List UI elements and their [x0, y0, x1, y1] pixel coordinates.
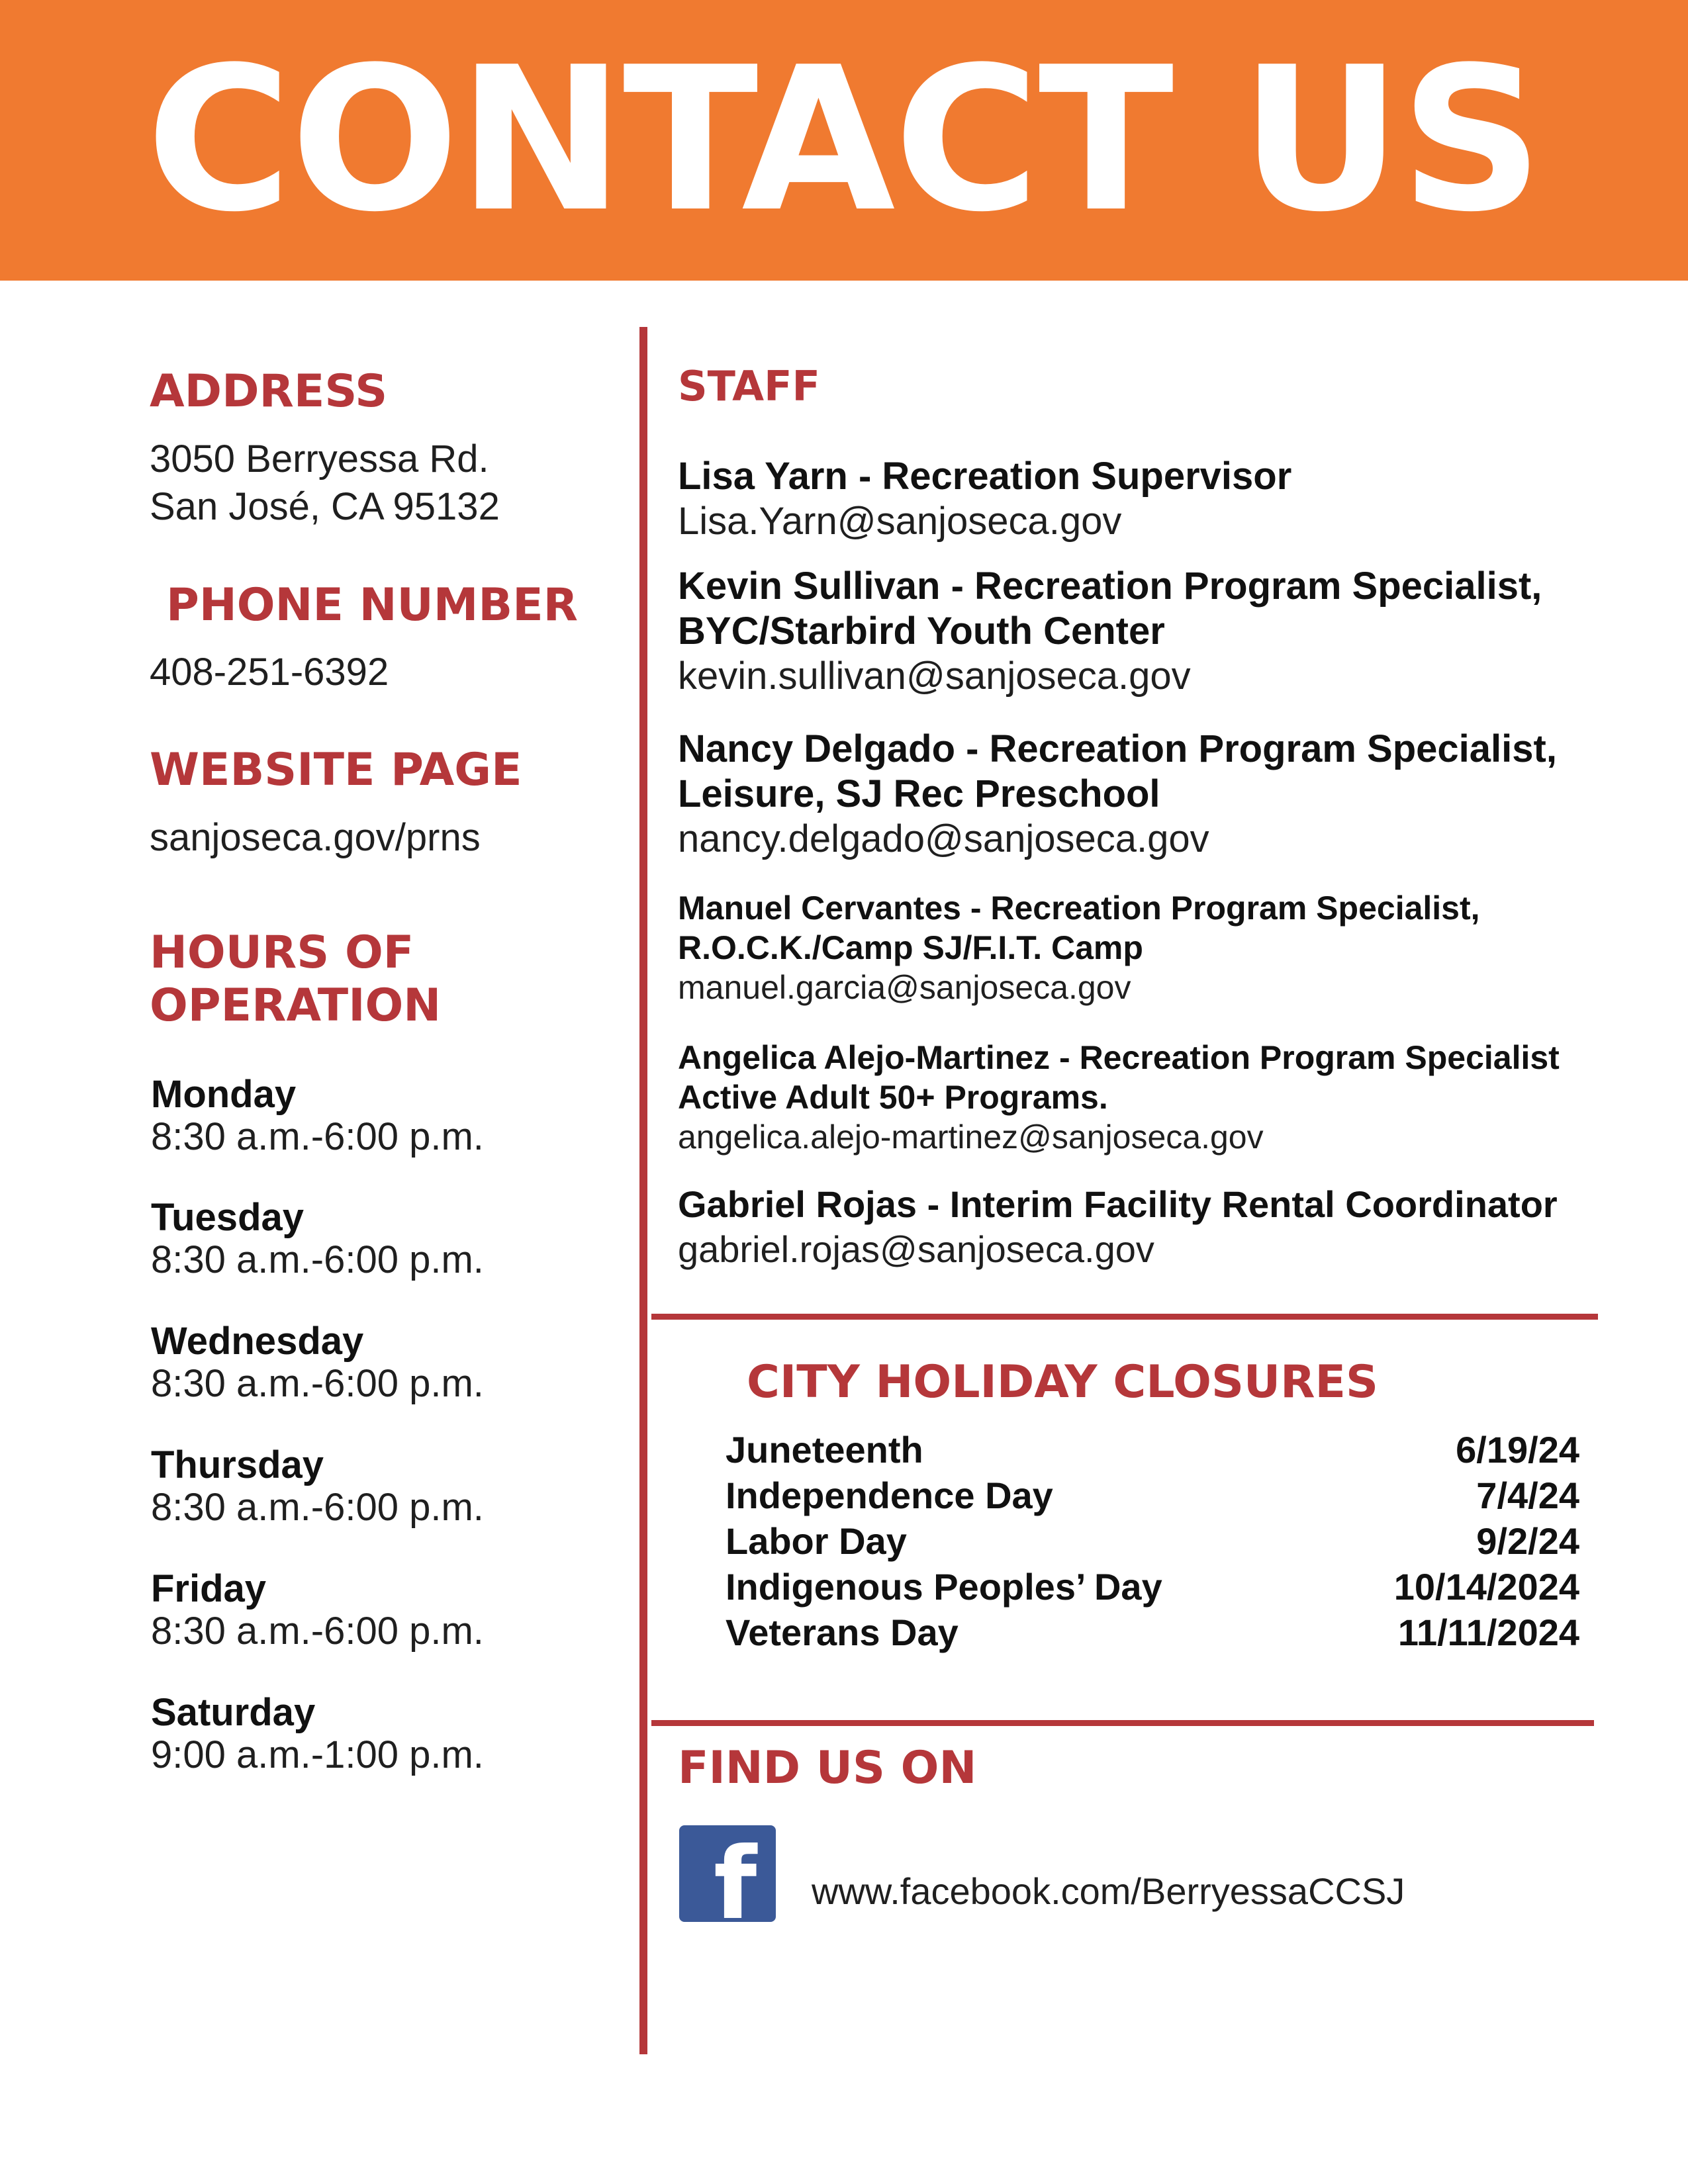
- holiday-name: Indigenous Peoples’ Day: [726, 1566, 1162, 1608]
- staff-email[interactable]: nancy.delgado@sanjoseca.gov: [678, 817, 1209, 860]
- staff-email[interactable]: gabriel.rojas@sanjoseca.gov: [678, 1228, 1154, 1270]
- holiday-name: Independence Day: [726, 1475, 1053, 1516]
- hours-tuesday: [151, 1197, 484, 1281]
- staff-department: Leisure, SJ Rec Preschool: [678, 772, 1160, 815]
- holidays-heading: CITY HOLIDAY CLOSURES: [747, 1356, 1378, 1408]
- holiday-date: 11/11/2024: [1397, 1612, 1579, 1653]
- day-name: Thursday: [151, 1443, 324, 1486]
- hours-monday: [151, 1073, 484, 1158]
- address-line-1: 3050 Berryessa Rd.: [150, 437, 489, 480]
- day-hours: 8:30 a.m.-6:00 p.m.: [151, 1115, 484, 1158]
- staff-member: [678, 888, 1480, 1007]
- horizontal-divider-social: [651, 1720, 1594, 1726]
- phone-heading: PHONE NUMBER: [166, 579, 579, 631]
- facebook-link[interactable]: www.facebook.com/BerryessaCCSJ: [812, 1870, 1405, 1912]
- day-hours: 8:30 a.m.-6:00 p.m.: [151, 1486, 484, 1529]
- holiday-row: [726, 1610, 1579, 1655]
- holiday-name: Veterans Day: [726, 1612, 959, 1653]
- staff-department: R.O.C.K./Camp SJ/F.I.T. Camp: [678, 929, 1143, 966]
- holiday-name: Juneteenth: [726, 1429, 923, 1471]
- holiday-date: 6/19/24: [1456, 1429, 1579, 1471]
- staff-name-title: Manuel Cervantes - Recreation Program Specialist,: [678, 889, 1480, 927]
- holiday-row: [726, 1473, 1579, 1518]
- hours-thursday: [151, 1444, 484, 1529]
- holiday-date: 7/4/24: [1476, 1475, 1579, 1516]
- phone-number[interactable]: 408-251-6392: [150, 651, 389, 694]
- find-us-heading: FIND US ON: [678, 1742, 977, 1794]
- staff-name-title: Nancy Delgado - Recreation Program Specialist,: [678, 727, 1557, 770]
- vertical-divider: [639, 327, 647, 2054]
- hours-heading-line-2: OPERATION: [150, 979, 442, 1032]
- staff-name-title: Lisa Yarn - Recreation Supervisor: [678, 455, 1292, 498]
- day-hours: 8:30 a.m.-6:00 p.m.: [151, 1610, 484, 1653]
- day-name: Tuesday: [151, 1196, 305, 1239]
- staff-heading: STAFF: [678, 362, 820, 410]
- staff-email[interactable]: manuel.garcia@sanjoseca.gov: [678, 969, 1131, 1006]
- staff-department: BYC/Starbird Youth Center: [678, 610, 1165, 653]
- day-name: Wednesday: [151, 1320, 364, 1363]
- holiday-name: Labor Day: [726, 1520, 907, 1562]
- holiday-list: [726, 1427, 1579, 1655]
- staff-member: [678, 454, 1291, 544]
- day-name: Saturday: [151, 1691, 316, 1734]
- staff-email[interactable]: Lisa.Yarn@sanjoseca.gov: [678, 500, 1122, 543]
- day-hours: 9:00 a.m.-1:00 p.m.: [151, 1733, 484, 1776]
- page-title: CONTACT US: [146, 24, 1542, 255]
- staff-name-title: Kevin Sullivan - Recreation Program Specialist,: [678, 565, 1542, 608]
- day-name: Friday: [151, 1567, 267, 1610]
- staff-name-title: Gabriel Rojas - Interim Facility Rental Coordinator: [678, 1183, 1558, 1225]
- staff-email[interactable]: kevin.sullivan@sanjoseca.gov: [678, 655, 1191, 698]
- hours-heading-line-1: HOURS OF: [150, 927, 414, 979]
- address-heading: ADDRESS: [150, 365, 388, 418]
- website-heading: WEBSITE PAGE: [150, 744, 522, 796]
- website-link[interactable]: sanjoseca.gov/prns: [150, 816, 481, 859]
- holiday-row: [726, 1427, 1579, 1473]
- staff-member: [678, 1038, 1560, 1157]
- staff-member: [678, 1182, 1558, 1272]
- staff-email[interactable]: angelica.alejo-martinez@sanjoseca.gov: [678, 1118, 1264, 1156]
- address-line-2: San José, CA 95132: [150, 485, 500, 528]
- holiday-row: [726, 1564, 1579, 1610]
- facebook-icon[interactable]: f: [679, 1825, 776, 1922]
- holiday-row: [726, 1518, 1579, 1564]
- holiday-date: 9/2/24: [1476, 1520, 1579, 1562]
- holiday-date: 10/14/2024: [1393, 1566, 1579, 1608]
- horizontal-divider-holidays: [651, 1314, 1598, 1320]
- hours-wednesday: [151, 1320, 484, 1405]
- staff-member: [678, 727, 1557, 862]
- day-name: Monday: [151, 1073, 297, 1116]
- staff-name-title: Angelica Alejo-Martinez - Recreation Program Specialist: [678, 1039, 1560, 1076]
- header-banner: [0, 0, 1688, 281]
- staff-department: Active Adult 50+ Programs.: [678, 1079, 1108, 1116]
- day-hours: 8:30 a.m.-6:00 p.m.: [151, 1362, 484, 1405]
- day-hours: 8:30 a.m.-6:00 p.m.: [151, 1238, 484, 1281]
- hours-saturday: [151, 1692, 484, 1776]
- hours-friday: [151, 1568, 484, 1653]
- staff-member: [678, 564, 1542, 699]
